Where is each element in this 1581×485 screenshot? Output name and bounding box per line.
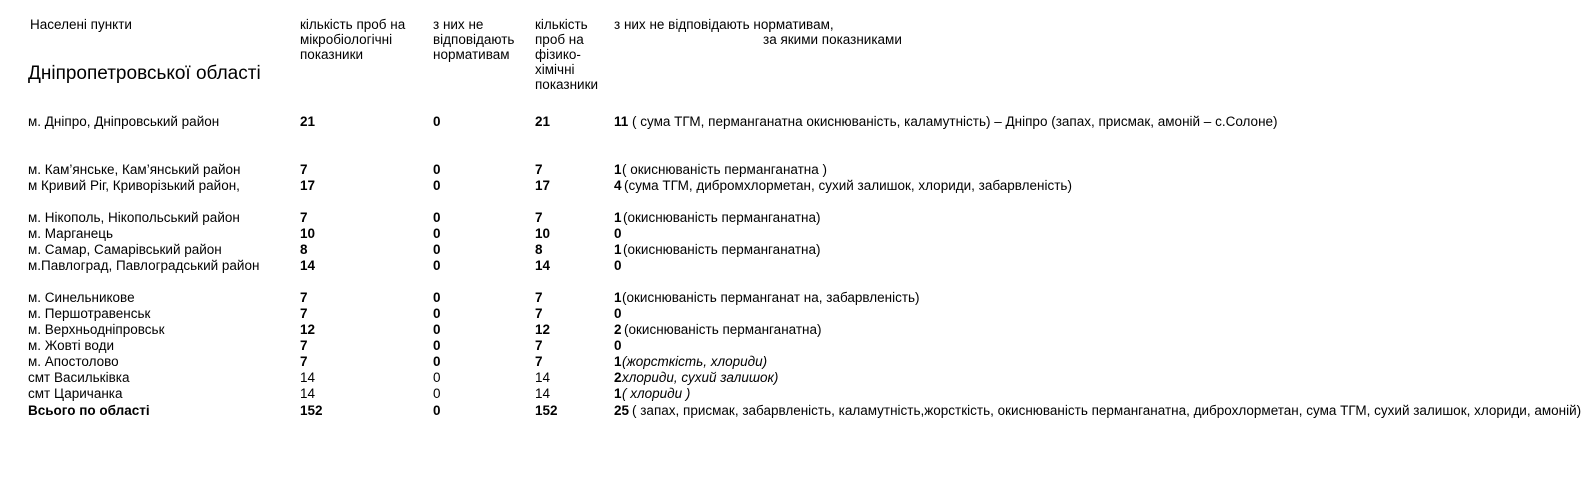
- row-chem-count: 7: [535, 354, 543, 369]
- row-settlement: м. Кам’янське, Кам’янський район: [28, 162, 241, 177]
- row-micro-count: 8: [300, 242, 308, 257]
- row-fail-count: 0: [614, 338, 622, 353]
- row-micro-count: 14: [300, 386, 316, 401]
- total-fail-count: 25: [614, 403, 630, 418]
- row-micro-fail: 0: [433, 242, 441, 257]
- row-fail-detail: (окиснюваність перманганат на, забарвленість): [622, 290, 920, 305]
- header-micro-fail: з них не відповідають нормативам: [433, 17, 515, 62]
- row-settlement: м. Жовті води: [28, 338, 115, 353]
- table-row: [0, 354, 1024, 370]
- row-fail-detail: ( окиснюваність перманганатна ): [622, 162, 827, 177]
- row-micro-fail: 0: [433, 354, 441, 369]
- table-row: [0, 210, 1024, 226]
- row-chem-count: 7: [535, 338, 543, 353]
- row-micro-fail: 0: [433, 370, 441, 385]
- row-micro-fail: 0: [433, 386, 441, 401]
- row-fail-detail: ( хлориди ): [622, 386, 691, 401]
- table-row: [0, 386, 1024, 402]
- row-fail-count: 1: [614, 242, 622, 257]
- row-micro-count: 21: [300, 114, 316, 129]
- row-fail-count: 1: [614, 354, 622, 369]
- row-micro-count: 7: [300, 162, 308, 177]
- row-settlement: смт Царичанка: [28, 386, 123, 401]
- row-micro-fail: 0: [433, 322, 441, 337]
- row-micro-count: 17: [300, 178, 316, 193]
- row-micro-count: 14: [300, 258, 316, 273]
- row-micro-count: 7: [300, 338, 308, 353]
- row-chem-count: 14: [535, 258, 551, 273]
- row-settlement: м. Першотравенськ: [28, 306, 151, 321]
- total-micro-fail: 0: [433, 403, 441, 418]
- header-region: Дніпропетровської області: [28, 63, 261, 84]
- row-fail-detail: (окиснюваність перманганатна): [623, 242, 821, 257]
- row-micro-fail: 0: [433, 210, 441, 225]
- row-fail-count: 11: [614, 114, 629, 129]
- table-row: [0, 114, 1278, 130]
- row-chem-count: 7: [535, 306, 543, 321]
- row-micro-count: 12: [300, 322, 316, 337]
- total-micro-count: 152: [300, 403, 323, 418]
- total-fail-detail: ( запах, присмак, забарвленість, каламутність,жорсткість, окиснюваність перманганатна, диброхлорметан, сума ТГМ, сухий залишок, хлориди, амоній): [632, 403, 1581, 418]
- row-micro-count: 7: [300, 210, 308, 225]
- row-micro-count: 10: [300, 226, 316, 241]
- row-fail-detail: (окиснюваність перманганатна): [624, 322, 822, 337]
- row-fail-count: 1: [614, 210, 622, 225]
- row-fail-count: 4: [614, 178, 622, 193]
- row-fail-count: 1: [614, 162, 622, 177]
- row-chem-count: 7: [535, 162, 543, 177]
- row-fail-detail: хлориди, сухий залишок): [622, 370, 779, 385]
- row-fail-count: 1: [614, 386, 622, 401]
- table-row: [0, 242, 1024, 258]
- row-chem-count: 7: [535, 290, 543, 305]
- row-chem-count: 14: [535, 386, 551, 401]
- row-settlement: м. Верхньодніпровськ: [28, 322, 165, 337]
- row-micro-count: 7: [300, 354, 308, 369]
- table-row: [0, 258, 1024, 274]
- row-micro-fail: 0: [433, 178, 441, 193]
- row-micro-fail: 0: [433, 338, 441, 353]
- table-row: [0, 322, 1024, 338]
- row-chem-count: 21: [535, 114, 551, 129]
- row-fail-count: 2: [614, 370, 622, 385]
- row-chem-count: 7: [535, 210, 543, 225]
- total-row: [0, 403, 1581, 419]
- row-fail-detail: (окиснюваність перманганатна): [623, 210, 821, 225]
- table-row: [0, 226, 1024, 242]
- row-chem-count: 12: [535, 322, 551, 337]
- row-fail-detail: ( сума ТГМ, перманганатна окиснюваність, каламутність) – Дніпро (запах, присмак, амоній – с.Солоне): [632, 114, 1278, 129]
- row-micro-fail: 0: [433, 258, 441, 273]
- row-micro-fail: 0: [433, 290, 441, 305]
- header-settlements: Населені пункти: [30, 17, 132, 32]
- row-micro-fail: 0: [433, 226, 441, 241]
- row-fail-count: 0: [614, 258, 622, 273]
- row-micro-count: 7: [300, 306, 308, 321]
- row-chem-count: 8: [535, 242, 543, 257]
- row-micro-fail: 0: [433, 306, 441, 321]
- row-fail-count: 0: [614, 226, 622, 241]
- row-settlement: м. Марганець: [28, 226, 114, 241]
- row-fail-detail: (сума ТГМ, дибромхлорметан, сухий залишок, хлориди, забарвленість): [624, 178, 1072, 193]
- row-settlement: смт Васильківка: [28, 370, 130, 385]
- row-chem-count: 10: [535, 226, 551, 241]
- table-row: [0, 162, 1024, 178]
- header-chem-fail-title: з них не відповідають нормативам,: [614, 17, 834, 32]
- row-chem-count: 17: [535, 178, 551, 193]
- table-row: [0, 370, 1024, 386]
- row-micro-count: 7: [300, 290, 308, 305]
- row-settlement: м Кривий Ріг, Криворізький район,: [28, 178, 240, 193]
- row-micro-count: 14: [300, 370, 316, 385]
- row-fail-count: 0: [614, 306, 622, 321]
- row-fail-detail: (жорсткість, хлориди): [622, 354, 768, 369]
- row-settlement: м. Самар, Самарівський район: [28, 242, 222, 257]
- table-row: [0, 290, 1024, 306]
- row-settlement: м. Дніпро, Дніпровський район: [28, 114, 220, 129]
- header-micro-samples: кількість проб на мікробіологічні показники: [300, 17, 406, 62]
- header-chem-samples: кількість проб на фізико- хімічні показники: [535, 17, 599, 92]
- row-settlement: м.Павлоград, Павлоградський район: [28, 258, 260, 273]
- row-settlement: м. Синельникове: [28, 290, 135, 305]
- row-settlement: м. Апостолово: [28, 354, 119, 369]
- row-fail-count: 2: [614, 322, 622, 337]
- row-chem-count: 14: [535, 370, 551, 385]
- row-micro-fail: 0: [433, 162, 441, 177]
- row-settlement: м. Нікополь, Нікопольський район: [28, 210, 240, 225]
- row-fail-count: 1: [614, 290, 622, 305]
- total-label: Всього по області: [28, 403, 150, 418]
- table-row: [0, 178, 1072, 194]
- table-row: [0, 306, 1024, 322]
- header-chem-fail-subtitle: за якими показниками: [763, 32, 902, 47]
- total-chem-count: 152: [535, 403, 558, 418]
- table-row: [0, 338, 1024, 354]
- row-micro-fail: 0: [433, 114, 441, 129]
